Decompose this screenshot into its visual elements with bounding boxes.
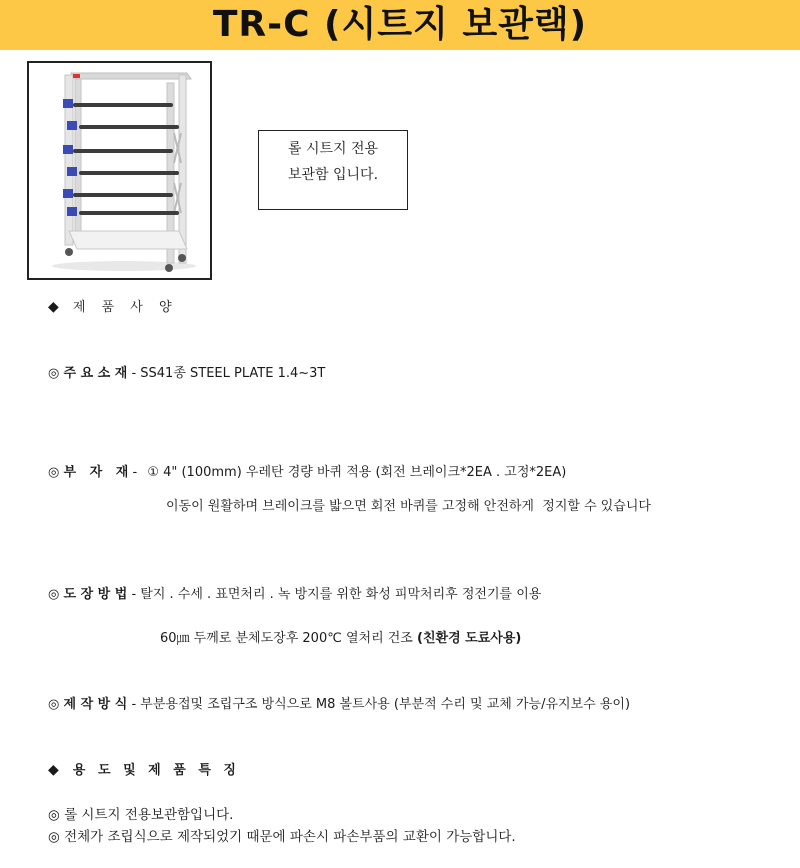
- spec-row-construction: [48, 693, 630, 712]
- callout-box: [258, 130, 408, 210]
- spec-separator: -: [131, 697, 137, 712]
- spec-value: ① 4" (100mm) 우레탄 경량 바퀴 적용 (회전 브레이크*2EA . 고정*2EA): [147, 465, 567, 480]
- coating-detail: 60㎛ 두께로 분체도장후 200℃ 열처리 건조: [160, 631, 413, 646]
- eco-paint-note: (친환경 도료사용): [417, 631, 522, 646]
- storage-rack-illustration: [29, 63, 210, 278]
- spec-row-parts: [48, 461, 566, 480]
- features-heading: [48, 759, 240, 778]
- spec-row-material: [48, 362, 325, 381]
- circle-marker-icon: ◎: [48, 587, 60, 602]
- diamond-icon: ◆: [48, 762, 59, 778]
- spec-value-continued: 이동이 원활하며 브레이크를 밟으면 회전 바퀴를 고정해 안전하게 정지할 수 있습니다: [166, 499, 651, 514]
- spec-separator: -: [132, 465, 138, 480]
- diamond-icon: ◆: [48, 299, 59, 315]
- specs-heading-label: 제 품 사 양: [72, 300, 178, 315]
- circle-marker-icon: ◎: [48, 697, 60, 712]
- product-image: [27, 61, 212, 280]
- spec-label: 도 장 방 법: [63, 587, 128, 602]
- spec-label: 부 자 재: [63, 465, 129, 480]
- spec-separator: -: [131, 587, 137, 602]
- circle-marker-icon: ◎: [48, 366, 60, 381]
- title-bar: [0, 0, 800, 50]
- spec-separator: -: [131, 366, 137, 381]
- spec-value-continued: [160, 627, 521, 646]
- spec-label: 주 요 소 재: [63, 366, 128, 381]
- spec-value: SS41종 STEEL PLATE 1.4~3T: [140, 366, 326, 381]
- page-title: TR-C (시트지 보관랙): [212, 4, 588, 45]
- spec-value: 부분용접및 조립구조 방식으로 M8 볼트사용 (부분적 수리 및 교체 가능/유지보수 용이): [140, 697, 631, 712]
- feature-item: ◎ 롤 시트지 전용보관함입니다.: [48, 807, 234, 823]
- spec-value: 탈지 . 수세 . 표면처리 . 녹 방지를 위한 화성 피막처리후 정전기를 이용: [140, 587, 542, 602]
- features-heading-label: 용 도 및 제 품 특 징: [72, 763, 240, 778]
- circle-marker-icon: ◎: [48, 465, 60, 480]
- callout-line-1: 롤 시트지 전용: [287, 141, 379, 157]
- feature-item: ◎ 전체가 조립식으로 제작되었기 때문에 파손시 파손부품의 교환이 가능합니다.: [48, 829, 516, 845]
- callout-line-2: 보관함 입니다.: [287, 167, 379, 183]
- spec-row-coating: [48, 583, 541, 602]
- spec-label: 제 작 방 식: [63, 697, 128, 712]
- specs-heading: [48, 296, 178, 315]
